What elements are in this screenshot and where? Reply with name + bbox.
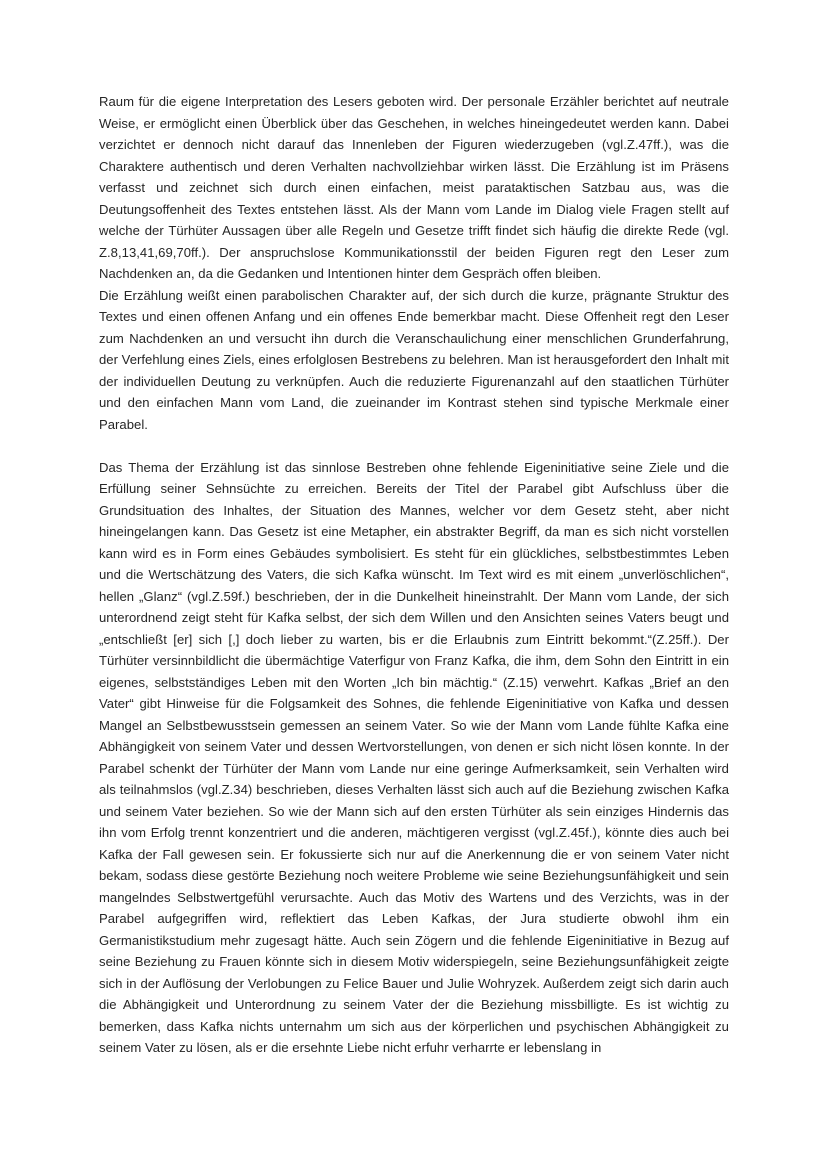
body-text (99, 91, 729, 1059)
paragraph-theme: Das Thema der Erzählung ist das sinnlose Bestreben ohne fehlende Eigeninitiative seine Ziele und die Erfüllung seiner Sehnsüchte zu erreichen. Bereits der Titel der Parabel gibt Aufschluss über die Grundsituation des Inhaltes, der Situation des Mannes, welcher vor dem Gesetz steht, aber nicht hineingelangen kann. Das Gesetz ist eine Metapher, ein abstrakter Begriff, da man es sich nicht vorstellen kann wird es in Form eines Gebäudes symbolisiert. Es steht für ein glückliches, selbstbestimmtes Leben und die Wertschätzung des Vaters, die sich Kafka wünscht. Im Text wird es mit einem „unverlöschlichen“, hellen „Glanz“ (vgl.Z.59f.) beschrieben, der in die Dunkelheit hineinstrahlt. Der Mann vom Lande, der sich unterordnend zeigt steht für Kafka selbst, der sich dem Willen und den Ansichten seines Vaters beugt und „entschließt [er] sich [,] doch lieber zu warten, bis er die Erlaubnis zum Eintritt bekommt.“(Z.25ff.). Der Türhüter versinnbildlicht die übermächtige Vaterfigur von Franz Kafka, die ihm, dem Sohn den Eintritt in ein eigenes, selbstständiges Leben mit den Worten „Ich bin mächtig.“ (Z.15) verwehrt. Kafkas „Brief an den Vater“ gibt Hinweise für die Folgsamkeit des Sohnes, die fehlende Eigeninitiative von Kafka und dessen Mangel an Selbstbewusstsein gemessen an seinem Vater. So wie der Mann vom Lande fühlte Kafka eine Abhängigkeit von seinem Vater und dessen Wertvorstellungen, von denen er sich nicht lösen konnte. In der Parabel schenkt der Türhüter der Mann vom Lande nur eine geringe Aufmerksamkeit, sein Verhalten wird als teilnahmslos (vgl.Z.34) beschrieben, dieses Verhalten lässt sich auch auf die Beziehung zwischen Kafka und seinem Vater beziehen. So wie der Mann sich auf den ersten Türhüter als sein einziges Hindernis das ihn vom Erfolg trennt konzentriert und die anderen, mächtigeren vergisst (vgl.Z.45f.), könnte dies auch bei Kafka der Fall gewesen sein. Er fokussierte sich nur auf die Anerkennung die er von seinem Vater nicht bekam, sodass diese gestörte Beziehung noch weitere Probleme wie seine Beziehungsunfähigkeit und sein mangelndes Selbstwertgefühl verursachte. Auch das Motiv des Wartens und des Verzichts, was in der Parabel aufgegriffen wird, reflektiert das Leben Kafkas, der Jura studierte obwohl ihm ein Germanistikstudium mehr zugesagt hätte. Auch sein Zögern und die fehlende Eigeninitiative in Bezug auf seine Beziehung zu Frauen könnte sich in diesem Motiv widerspiegeln, seine Beziehungsunfähigkeit zeigte sich in der Auflösung der Verlobungen zu Felice Bauer und Julie Wohryzek. Außerdem zeigt sich darin auch die Abhängigkeit und Unterordnung zu seinem Vater der die Beziehung missbilligte. Es ist wichtig zu bemerken, dass Kafka nichts unternahm um sich aus der körperlichen und psychischen Abhängigkeit zu seinem Vater zu lösen, als er die ersehnte Liebe nicht erfuhr verharrte er lebenslang in (99, 459, 729, 1055)
paragraph-narrator: Raum für die eigene Interpretation des Lesers geboten wird. Der personale Erzähler berichtet auf neutrale Weise, er ermöglicht einen Überblick über das Geschehen, in welches hineingedeutet werden kann. Dabei verzichtet er dennoch nicht darauf das Innenleben der Figuren wiederzugeben (vgl.Z.47ff.), was die Charaktere authentisch und deren Verhalten nachvollziehbar wirken lässt. Die Erzählung ist im Präsens verfasst und zeichnet sich durch einen einfachen, meist parataktischen Satzbau aus, was die Deutungsoffenheit des Textes entstehen lässt. Als der Mann vom Lande im Dialog viele Fragen stellt auf welche der Türhüter Aussagen über alle Regeln und Gesetze trifft findet sich häufig die direkte Rede (vgl. Z.8,13,41,69,70ff.). Der anspruchslose Kommunikationsstil der beiden Figuren regt den Leser zum Nachdenken an, da die Gedanken und Intentionen hinter dem Gespräch offen bleiben. (99, 94, 729, 281)
paragraph-parable-character: Die Erzählung weißt einen parabolischen Charakter auf, der sich durch die kurze, prägnante Struktur des Textes und einen offenen Anfang und ein offenes Ende bemerkbar macht. Diese Offenheit regt den Leser zum Nachdenken an und versucht ihn durch die Veranschaulichung einer menschlichen Grunderfahrung, der Verfehlung eines Ziels, eines erfolglosen Bestrebens zu belehren. Man ist herausgefordert den Inhalt mit der individuellen Deutung zu verknüpfen. Auch die reduzierte Figurenanzahl auf den staatlichen Türhüter und den einfachen Mann vom Land, die zueinander im Kontrast stehen sind typische Merkmale einer Parabel. (99, 287, 729, 432)
